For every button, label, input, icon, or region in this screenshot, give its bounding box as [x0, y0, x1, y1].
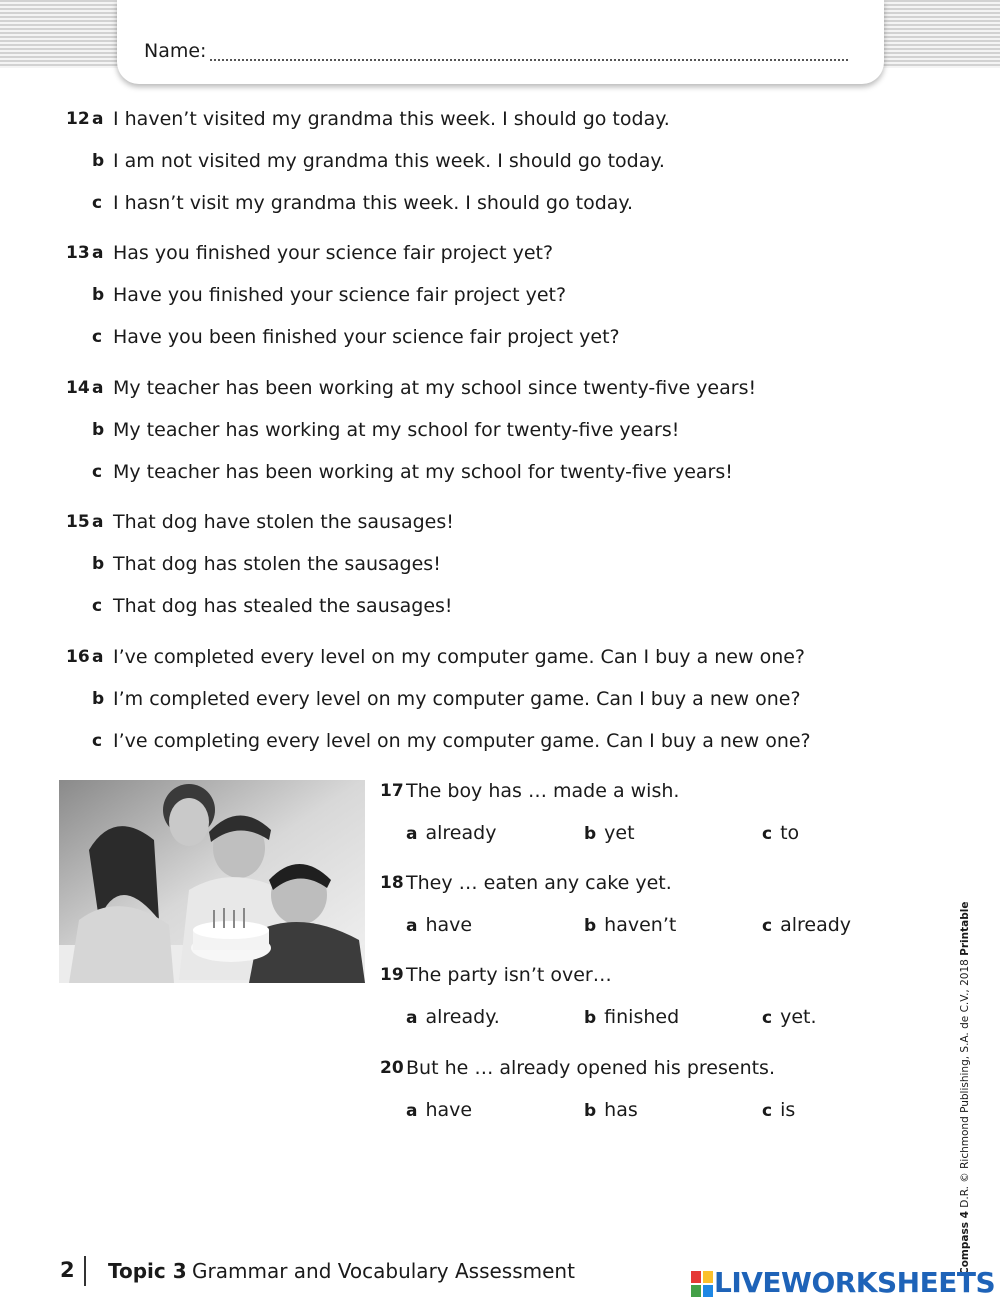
option-letter: b — [92, 151, 105, 171]
option-letter: a — [406, 1101, 418, 1121]
option-letter: c — [92, 462, 103, 482]
option-text: That dog has stealed the sausages! — [113, 595, 453, 617]
option-letter: c — [762, 916, 773, 936]
option-text: I’m completed every level on my computer game. Can I buy a new one? — [113, 688, 801, 710]
option-text: Has you finished your science fair project yet? — [113, 242, 554, 264]
side-credit-copyright: D.R. © Richmond Publishing, S.A. de C.V., 2018 — [959, 959, 971, 1208]
footer-title: Grammar and Vocabulary Assessment — [192, 1259, 575, 1283]
footer-topic: Topic 3 — [108, 1259, 187, 1283]
name-input-line[interactable] — [210, 59, 848, 61]
option-text: Have you finished your science fair project yet? — [113, 284, 567, 306]
question-19-option-a[interactable] — [406, 1005, 500, 1030]
option-text: finished — [604, 1006, 680, 1028]
option-text: My teacher has been working at my school since twenty-five years! — [113, 377, 757, 399]
liveworksheets-watermark: LIVEWORKSHEETS — [714, 1266, 996, 1299]
option-letter: c — [762, 824, 773, 844]
option-text: I hasn’t visit my grandma this week. I should go today. — [113, 192, 634, 214]
option-text: My teacher has working at my school for twenty-five years! — [113, 419, 680, 441]
question-text: The party isn’t over… — [406, 964, 612, 986]
option-letter: c — [92, 193, 103, 213]
option-text: have — [425, 1099, 473, 1121]
question-19-option-c[interactable] — [762, 1005, 817, 1030]
option-text: already — [780, 914, 852, 936]
option-text: I’ve completing every level on my computer game. Can I buy a new one? — [113, 730, 811, 752]
option-letter: c — [762, 1008, 773, 1028]
question-number: 12 — [66, 109, 90, 129]
footer-divider — [84, 1256, 86, 1286]
question-20-option-a[interactable] — [406, 1098, 472, 1123]
option-text: I’ve completed every level on my computer game. Can I buy a new one? — [113, 646, 806, 668]
question-18-option-a[interactable] — [406, 913, 472, 938]
question-17-option-a[interactable] — [406, 821, 496, 846]
option-letter: a — [92, 243, 104, 263]
option-letter: c — [92, 327, 103, 347]
question-17-option-b[interactable] — [584, 821, 635, 846]
option-text: already. — [425, 1006, 500, 1028]
option-text: My teacher has been working at my school for twenty-five years! — [113, 461, 733, 483]
page-number: 2 — [60, 1258, 75, 1282]
question-number: 14 — [66, 378, 90, 398]
option-letter: b — [92, 285, 105, 305]
option-letter: b — [92, 554, 105, 574]
option-letter: b — [584, 824, 597, 844]
option-text: is — [780, 1099, 796, 1121]
option-text: Have you been finished your science fair project yet? — [113, 326, 620, 348]
option-letter: a — [92, 512, 104, 532]
option-text: to — [780, 822, 800, 844]
option-letter: a — [92, 109, 104, 129]
option-text: I haven’t visited my grandma this week. I should go today. — [113, 108, 670, 130]
option-text: has — [604, 1099, 638, 1121]
option-letter: b — [92, 420, 105, 440]
question-number: 17 — [380, 781, 404, 801]
option-letter: c — [92, 596, 103, 616]
question-20-option-b[interactable] — [584, 1098, 638, 1123]
birthday-family-photo — [59, 780, 365, 983]
option-letter: a — [406, 1008, 418, 1028]
option-text: That dog have stolen the sausages! — [113, 511, 454, 533]
option-letter: b — [584, 1101, 597, 1121]
question-text: The boy has … made a wish. — [406, 780, 680, 802]
option-text: haven’t — [604, 914, 677, 936]
question-number: 20 — [380, 1058, 404, 1078]
side-credit-series: Compass 4 — [959, 1211, 971, 1275]
question-18-option-c[interactable] — [762, 913, 851, 938]
option-text: That dog has stolen the sausages! — [113, 553, 441, 575]
option-letter: c — [762, 1101, 773, 1121]
option-letter: a — [92, 378, 104, 398]
question-number: 13 — [66, 243, 90, 263]
question-text: They … eaten any cake yet. — [406, 872, 672, 894]
question-number: 18 — [380, 873, 404, 893]
side-credit-printable: Printable — [959, 901, 971, 956]
option-text: have — [425, 914, 473, 936]
option-letter: b — [584, 916, 597, 936]
option-letter: b — [92, 689, 105, 709]
option-letter: a — [92, 647, 104, 667]
question-text: But he … already opened his presents. — [406, 1057, 775, 1079]
option-text: yet — [604, 822, 635, 844]
option-letter: a — [406, 916, 418, 936]
question-19-option-b[interactable] — [584, 1005, 679, 1030]
question-number: 15 — [66, 512, 90, 532]
name-label: Name: — [144, 40, 207, 62]
option-text: I am not visited my grandma this week. I should go today. — [113, 150, 665, 172]
option-letter: c — [92, 731, 103, 751]
option-letter: a — [406, 824, 418, 844]
question-20-option-c[interactable] — [762, 1098, 795, 1123]
option-text: yet. — [780, 1006, 817, 1028]
question-18-option-b[interactable] — [584, 913, 676, 938]
question-17-option-c[interactable] — [762, 821, 799, 846]
side-credit — [959, 902, 971, 1275]
name-box — [117, 0, 884, 84]
option-letter: b — [584, 1008, 597, 1028]
option-text: already — [425, 822, 497, 844]
question-number: 19 — [380, 965, 404, 985]
question-number: 16 — [66, 647, 90, 667]
liveworksheets-logo-icon — [691, 1271, 713, 1297]
